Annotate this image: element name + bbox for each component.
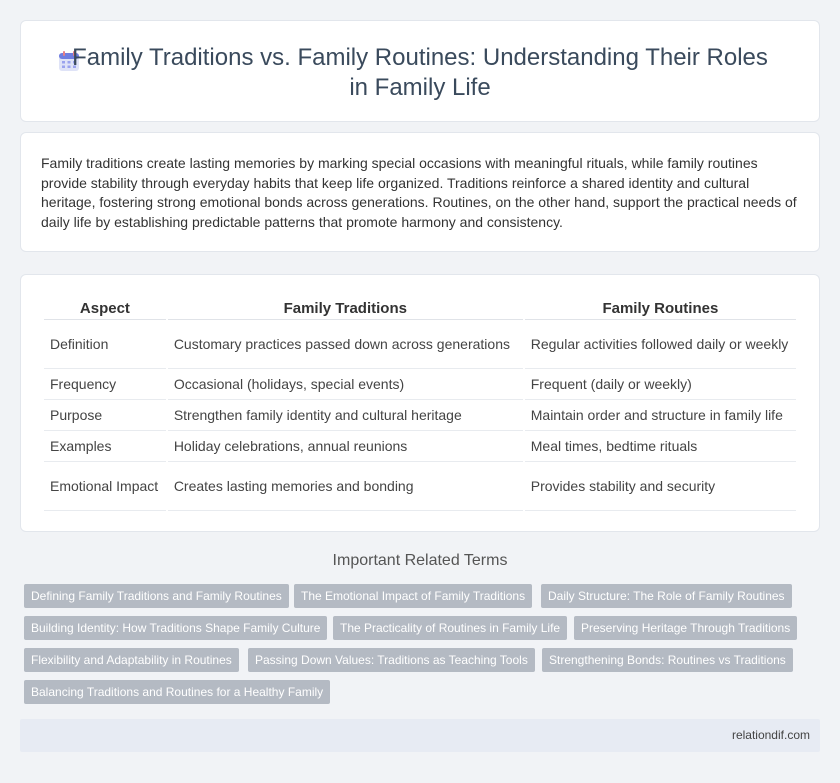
header-family-routines: Family Routines	[525, 295, 796, 320]
row-aspect: Emotional Impact	[44, 462, 166, 511]
header-card	[20, 20, 820, 122]
related-term-tag[interactable]: Defining Family Traditions and Family Routines	[24, 584, 289, 608]
intro-card	[20, 132, 820, 252]
row-traditions: Customary practices passed down across generations	[168, 320, 523, 369]
row-aspect: Frequency	[44, 369, 166, 400]
related-term-tag[interactable]: Flexibility and Adaptability in Routines	[24, 648, 239, 672]
row-aspect: Definition	[44, 320, 166, 369]
header-family-traditions: Family Traditions	[168, 295, 523, 320]
related-term-tag[interactable]: The Practicality of Routines in Family Life	[333, 616, 567, 640]
related-term-tag[interactable]: Preserving Heritage Through Traditions	[574, 616, 797, 640]
related-term-tag[interactable]: Daily Structure: The Role of Family Routines	[541, 584, 792, 608]
table-row	[44, 320, 796, 369]
row-routines: Provides stability and security	[525, 462, 796, 511]
site-name[interactable]: relationdif.com	[731, 728, 810, 742]
intro-paragraph: Family traditions create lasting memories by marking special occasions with meaningful rituals, while family routines provide stability through everyday habits that keep life organized. Traditions reinforce a shared identity and cultural heritage, fostering strong emotional bonds across generations. Routines, on the other hand, support the practical needs of daily life by establishing predictable patterns that promote harmony and consistency.	[41, 155, 797, 230]
row-routines: Meal times, bedtime rituals	[525, 431, 796, 462]
related-term-tag[interactable]: Strengthening Bonds: Routines vs Traditions	[542, 648, 793, 672]
header-aspect: Aspect	[44, 295, 166, 320]
related-term-tag[interactable]: Passing Down Values: Traditions as Teaching Tools	[248, 648, 535, 672]
row-routines: Maintain order and structure in family life	[525, 400, 796, 431]
row-traditions: Occasional (holidays, special events)	[168, 369, 523, 400]
row-traditions: Creates lasting memories and bonding	[168, 462, 523, 511]
row-aspect: Purpose	[44, 400, 166, 431]
related-term-tag[interactable]: Building Identity: How Traditions Shape Family Culture	[24, 616, 327, 640]
page-title: Family Traditions vs. Family Routines: Understanding Their Roles in Family Life	[72, 44, 768, 101]
row-routines: Regular activities followed daily or weekly	[525, 320, 796, 369]
table-row	[44, 369, 796, 400]
related-term-tag[interactable]: Balancing Traditions and Routines for a Healthy Family	[24, 680, 330, 704]
row-traditions: Strengthen family identity and cultural heritage	[168, 400, 523, 431]
comparison-table-card	[20, 274, 820, 532]
table-row	[44, 400, 796, 431]
related-term-tag[interactable]: The Emotional Impact of Family Traditions	[294, 584, 532, 608]
table-row	[44, 462, 796, 511]
comparison-table	[42, 295, 798, 511]
row-routines: Frequent (daily or weekly)	[525, 369, 796, 400]
row-traditions: Holiday celebrations, annual reunions	[168, 431, 523, 462]
table-row	[44, 431, 796, 462]
related-terms-title: Important Related Terms	[332, 552, 508, 569]
footer	[20, 719, 820, 752]
row-aspect: Examples	[44, 431, 166, 462]
